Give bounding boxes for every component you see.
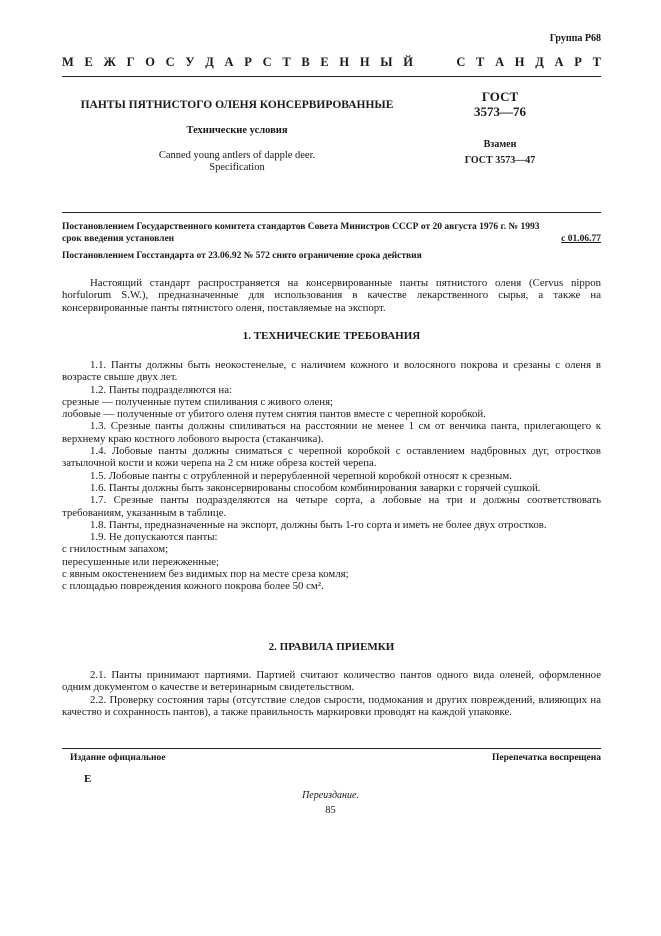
banner-letter: Т	[592, 55, 601, 69]
para-1-9-d: с площадью повреждения кожного покрова более 50 см².	[62, 580, 324, 593]
banner-letter: Р	[574, 55, 582, 69]
para-1-5: 1.5. Лобовые панты с отрубленной и перерубленной черепной коробкой относят к срезным.	[90, 469, 512, 482]
para-1-3: 1.3. Срезные панты должны спиливаться на расстоянии не менее 1 см от венчика панта, прилегающего к верхнему краю костного лобового выроста (стаканчика).	[62, 420, 601, 445]
footer-rule	[62, 748, 601, 749]
banner-letter: Д	[535, 55, 544, 69]
para-1-6: 1.6. Панты должны быть законсервированы способом комбинирования заварки с горячей сушкой.	[90, 481, 541, 494]
decree-line2-left: срок введения установлен	[62, 233, 175, 244]
section2-body	[62, 669, 601, 718]
header-rule	[62, 76, 601, 77]
decree-block	[62, 222, 601, 245]
section2-heading: 2. ПРАВИЛА ПРИЕМКИ	[268, 641, 395, 653]
intro-paragraph	[62, 277, 601, 314]
reissue-note: Переиздание.	[302, 790, 359, 801]
banner-letter: Р	[244, 55, 252, 69]
banner-letter: А	[495, 55, 505, 69]
banner-letter: С	[456, 55, 466, 69]
section1-body	[62, 359, 601, 593]
official-edition: Издание официальное	[70, 753, 166, 763]
para-1-4: 1.4. Лобовые панты должны сниматься с черепной коробкой с оставлением надбровных дуг, отростков затылочной кости и кожи черепа на 2 см ниже обреза костей черепа.	[62, 445, 601, 470]
english-title-line2: Specification	[209, 162, 265, 173]
banner-letter: У	[185, 55, 195, 69]
banner-letter: Н	[359, 55, 370, 69]
restriction-note: Постановлением Госстандарта от 23.06.92 № 572 снято ограничение срока действия	[62, 251, 422, 261]
banner-letter: Е	[320, 55, 329, 69]
reprint-prohibited: Перепечатка воспрещена	[491, 753, 601, 763]
banner-letter: Ы	[380, 55, 393, 69]
para-1-2-b: лобовые — полученные от убитого оленя путем снятия пантов вместе с черепной коробкой.	[62, 408, 486, 421]
para-1-9: 1.9. Не допускаются панты:	[90, 531, 218, 544]
title-rule	[62, 212, 601, 213]
gost-number: 3573—76	[474, 104, 526, 119]
effective-date: с 01.06.77	[561, 233, 601, 244]
banner-gap	[424, 55, 446, 70]
replaced-standard: ГОСТ 3573—47	[464, 155, 536, 166]
decree-line1: Постановлением Государственного комитета стандартов Совета Министров СССР от 20 августа 1976 г. № 1993	[62, 222, 540, 232]
banner-letter: А	[224, 55, 234, 69]
edition-letter: Е	[84, 773, 92, 785]
banner-letter: Й	[403, 55, 413, 69]
para-1-7: 1.7. Срезные панты подразделяются на четыре сорта, а лобовые на три и должны соответствовать требованиям, указанным в таблице.	[62, 494, 601, 519]
page-number: 85	[325, 805, 336, 816]
para-2-1: 2.1. Панты принимают партиями. Партией считают количество пантов одного вида оленей, оформленное одним документом о качестве и ветеринарным свидетельством.	[62, 669, 601, 694]
banner-letter: Н	[339, 55, 350, 69]
banner-letter: Е	[84, 55, 93, 69]
banner-letter: С	[262, 55, 272, 69]
banner-letter: Н	[514, 55, 525, 69]
para-1-2: 1.2. Панты подразделяются на:	[90, 383, 232, 396]
banner-letter: М	[62, 55, 74, 69]
para-2-2: 2.2. Проверку состояния тары (отсутствие следов сырости, подмокания и других повреждений, влияющих на качество и сохранность пантов), а также правильность маркировки проводят на каждой упаковке.	[62, 693, 601, 718]
replaced-label: Взамен	[483, 139, 517, 150]
gost-label: ГОСТ	[481, 89, 519, 104]
section1-heading: 1. ТЕХНИЧЕСКИЕ ТРЕБОВАНИЯ	[242, 330, 421, 342]
banner-letter: Т	[476, 55, 485, 69]
banner-letter: Т	[282, 55, 291, 69]
para-1-8: 1.8. Панты, предназначенные на экспорт, должны быть 1-го сорта и иметь не более двух отростков.	[90, 518, 547, 531]
banner-letter: Г	[126, 55, 135, 69]
banner-letter: В	[301, 55, 310, 69]
interstate-standard-banner	[62, 55, 601, 70]
document-title: ПАНТЫ ПЯТНИСТОГО ОЛЕНЯ КОНСЕРВИРОВАННЫЕ	[80, 99, 394, 111]
intro-text: Настоящий стандарт распространяется на консервированные панты пятнистого оленя (Cervus nippon horfulorum S.W.), предназначенные для использования в качестве лекарственного сырья, а также на консервированные панты пятнистого оленя, поставляемые на экспорт.	[62, 277, 601, 314]
para-1-9-c: с явным окостенением без видимых пор на месте среза комля;	[62, 568, 349, 581]
para-1-9-b: пересушенные или пережженные;	[62, 555, 220, 568]
para-1-1: 1.1. Панты должны быть неокостенелые, с наличием кожного и волосяного покрова и срезаны с оленя в возрасте свыше двух лет.	[62, 359, 601, 384]
english-title-line1: Canned young antlers of dapple deer.	[158, 150, 316, 161]
banner-letter: О	[145, 55, 155, 69]
banner-letter: А	[554, 55, 564, 69]
banner-letter: С	[165, 55, 175, 69]
group-code: Группа Р68	[549, 33, 601, 44]
banner-letter: Д	[205, 55, 214, 69]
document-subtitle: Технические условия	[186, 125, 288, 136]
para-1-9-a: с гнилостным запахом;	[62, 543, 169, 556]
para-1-2-a: срезные — полученные путем спиливания с живого оленя;	[62, 395, 334, 408]
banner-letter: Ж	[103, 55, 116, 69]
